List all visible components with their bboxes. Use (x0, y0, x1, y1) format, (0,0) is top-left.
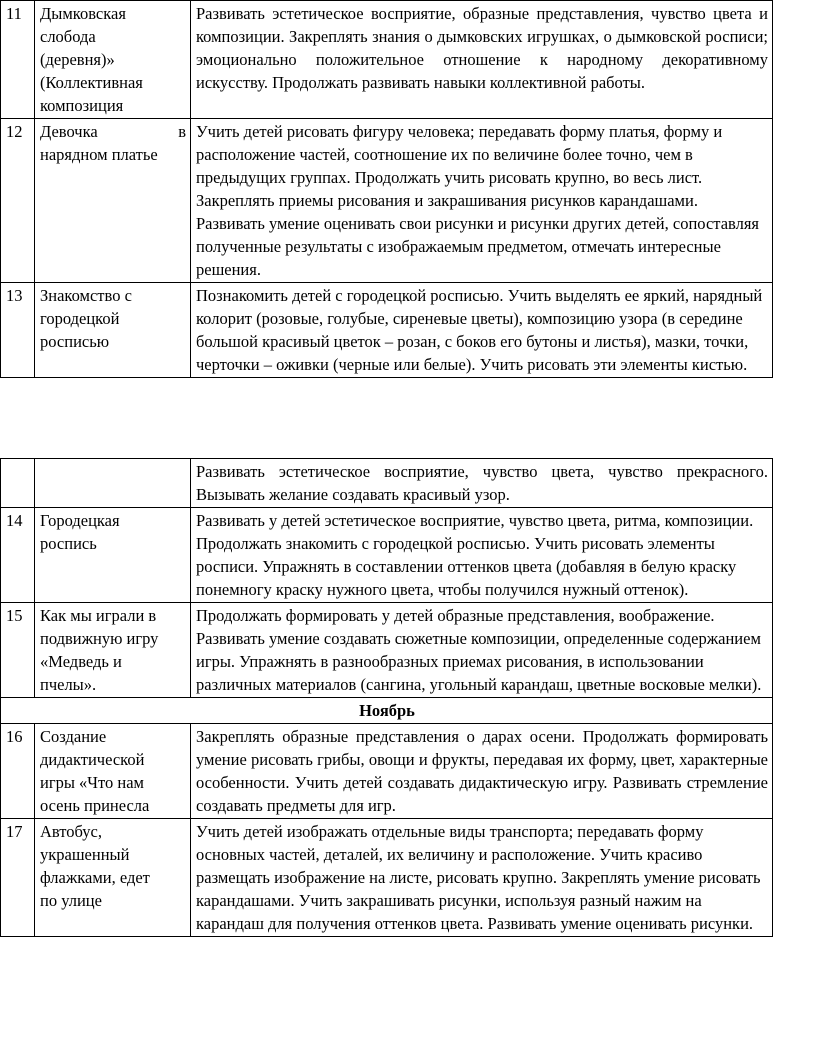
lesson-topic (35, 819, 191, 937)
lesson-number: 17 (1, 819, 35, 937)
topic-line: Автобус, (40, 822, 103, 841)
lesson-topic (35, 724, 191, 819)
lesson-goal: Познакомить детей с городецкой росписью. Учить выделять ее яркий, нарядный колорит (розовые, голубые, сиреневые цветы), композицию узора (в середине большой красивый цветок – розан, с боков его бутоны и листья), мазки, точки, черточки – оживки (черные или белые). Учить рисовать эти элементы кистью. (191, 283, 773, 378)
table-row (1, 819, 773, 937)
topic-line: (деревня)» (40, 50, 115, 69)
topic-line: городецкой (40, 309, 120, 328)
table-row (1, 283, 773, 378)
topic-line: росписью (40, 332, 110, 351)
topic-line: дидактической (40, 750, 145, 769)
lesson-goal: Закреплять образные представления о дарах осени. Продолжать формировать умение рисовать грибы, овощи и фрукты, передавая их форму, цвет, характерные особенности. Учить детей создавать дидактическую игру. Развивать стремление создавать предметы для игр. (191, 724, 773, 819)
topic-word: Девочка (40, 122, 98, 141)
lesson-topic (35, 603, 191, 698)
table-row (1, 459, 773, 508)
topic-line: игры «Что нам (40, 773, 144, 792)
lesson-topic (35, 119, 191, 283)
table-row (1, 603, 773, 698)
lesson-number: 13 (1, 283, 35, 378)
lesson-goal: Учить детей рисовать фигуру человека; передавать форму платья, форму и расположение частей, соотношение их по величине более точно, чем в предыдущих группах. Продолжать учить рисовать крупно, во весь лист. Закреплять приемы рисования и закрашивания рисунков карандашами. Развивать умение оценивать свои рисунки и рисунки других детей, сопоставляя полученные результаты с изображаемым предметом, отмечать интересные решения. (191, 119, 773, 283)
lesson-number: 16 (1, 724, 35, 819)
lesson-goal: Развивать у детей эстетическое восприятие, чувство цвета, ритма, композиции. Продолжать знакомить с городецкой росписью. Учить рисовать элементы росписи. Упражнять в составлении оттенков цвета (добавляя в белую краску понемногу краску нужного цвета, чтобы получился нужный оттенок). (191, 508, 773, 603)
lesson-number (1, 459, 35, 508)
lesson-topic (35, 459, 191, 508)
lesson-table-2 (0, 458, 773, 937)
lesson-topic (35, 283, 191, 378)
table-row (1, 508, 773, 603)
topic-line: нарядном платье (40, 145, 158, 164)
topic-line: подвижную игру (40, 629, 159, 648)
table-row (1, 1, 773, 119)
lesson-number: 12 (1, 119, 35, 283)
lesson-goal: Развивать эстетическое восприятие, образные представления, чувство цвета и композиции. Закреплять знания о дымковских игрушках, о дымковской росписи; эмоционально положительное отношение к народному декоративному искусству. Продолжать развивать навыки коллективной работы. (191, 1, 773, 119)
topic-word: в (178, 122, 186, 141)
topic-line: по улице (40, 891, 102, 910)
topic-line: пчелы». (40, 675, 97, 694)
lesson-goal: Развивать эстетическое восприятие, чувство цвета, чувство прекрасного. Вызывать желание создавать красивый узор. (191, 459, 773, 508)
topic-line: Дымковская (40, 4, 126, 23)
lesson-goal: Продолжать формировать у детей образные представления, воображение. Развивать умение создавать сюжетные композиции, определенные содержанием игры. Упражнять в разнообразных приемах рисования, в использовании различных материалов (сангина, угольный карандаш, цветные восковые мелки). (191, 603, 773, 698)
lesson-number: 11 (1, 1, 35, 119)
month-row (1, 698, 773, 724)
topic-line: Городецкая (40, 511, 120, 530)
lesson-topic (35, 1, 191, 119)
table-row (1, 724, 773, 819)
topic-line: флажками, едет (40, 868, 150, 887)
lesson-number: 15 (1, 603, 35, 698)
topic-line: Знакомство с (40, 286, 132, 305)
lesson-number: 14 (1, 508, 35, 603)
topic-line: слобода (40, 27, 96, 46)
topic-line: (Коллективная (40, 73, 143, 92)
lesson-goal: Учить детей изображать отдельные виды транспорта; передавать форму основных частей, деталей, их величину и расположение. Учить красиво размещать изображение на листе, рисовать крупно. Закреплять умение рисовать карандашами. Учить закрашивать рисунки, используя разный нажим на карандаш для получения оттенков цвета. Развивать умение оценивать рисунки. (191, 819, 773, 937)
table-row (1, 119, 773, 283)
topic-line: композиция (40, 96, 124, 115)
topic-line: Как мы играли в (40, 606, 157, 625)
topic-line: украшенный (40, 845, 130, 864)
topic-line: осень принесла (40, 796, 150, 815)
month-heading: Ноябрь (1, 698, 773, 724)
topic-line: «Медведь и (40, 652, 122, 671)
lesson-topic (35, 508, 191, 603)
topic-line: Создание (40, 727, 107, 746)
topic-line: роспись (40, 534, 97, 553)
lesson-table-1 (0, 0, 773, 378)
topic-line (40, 120, 186, 143)
